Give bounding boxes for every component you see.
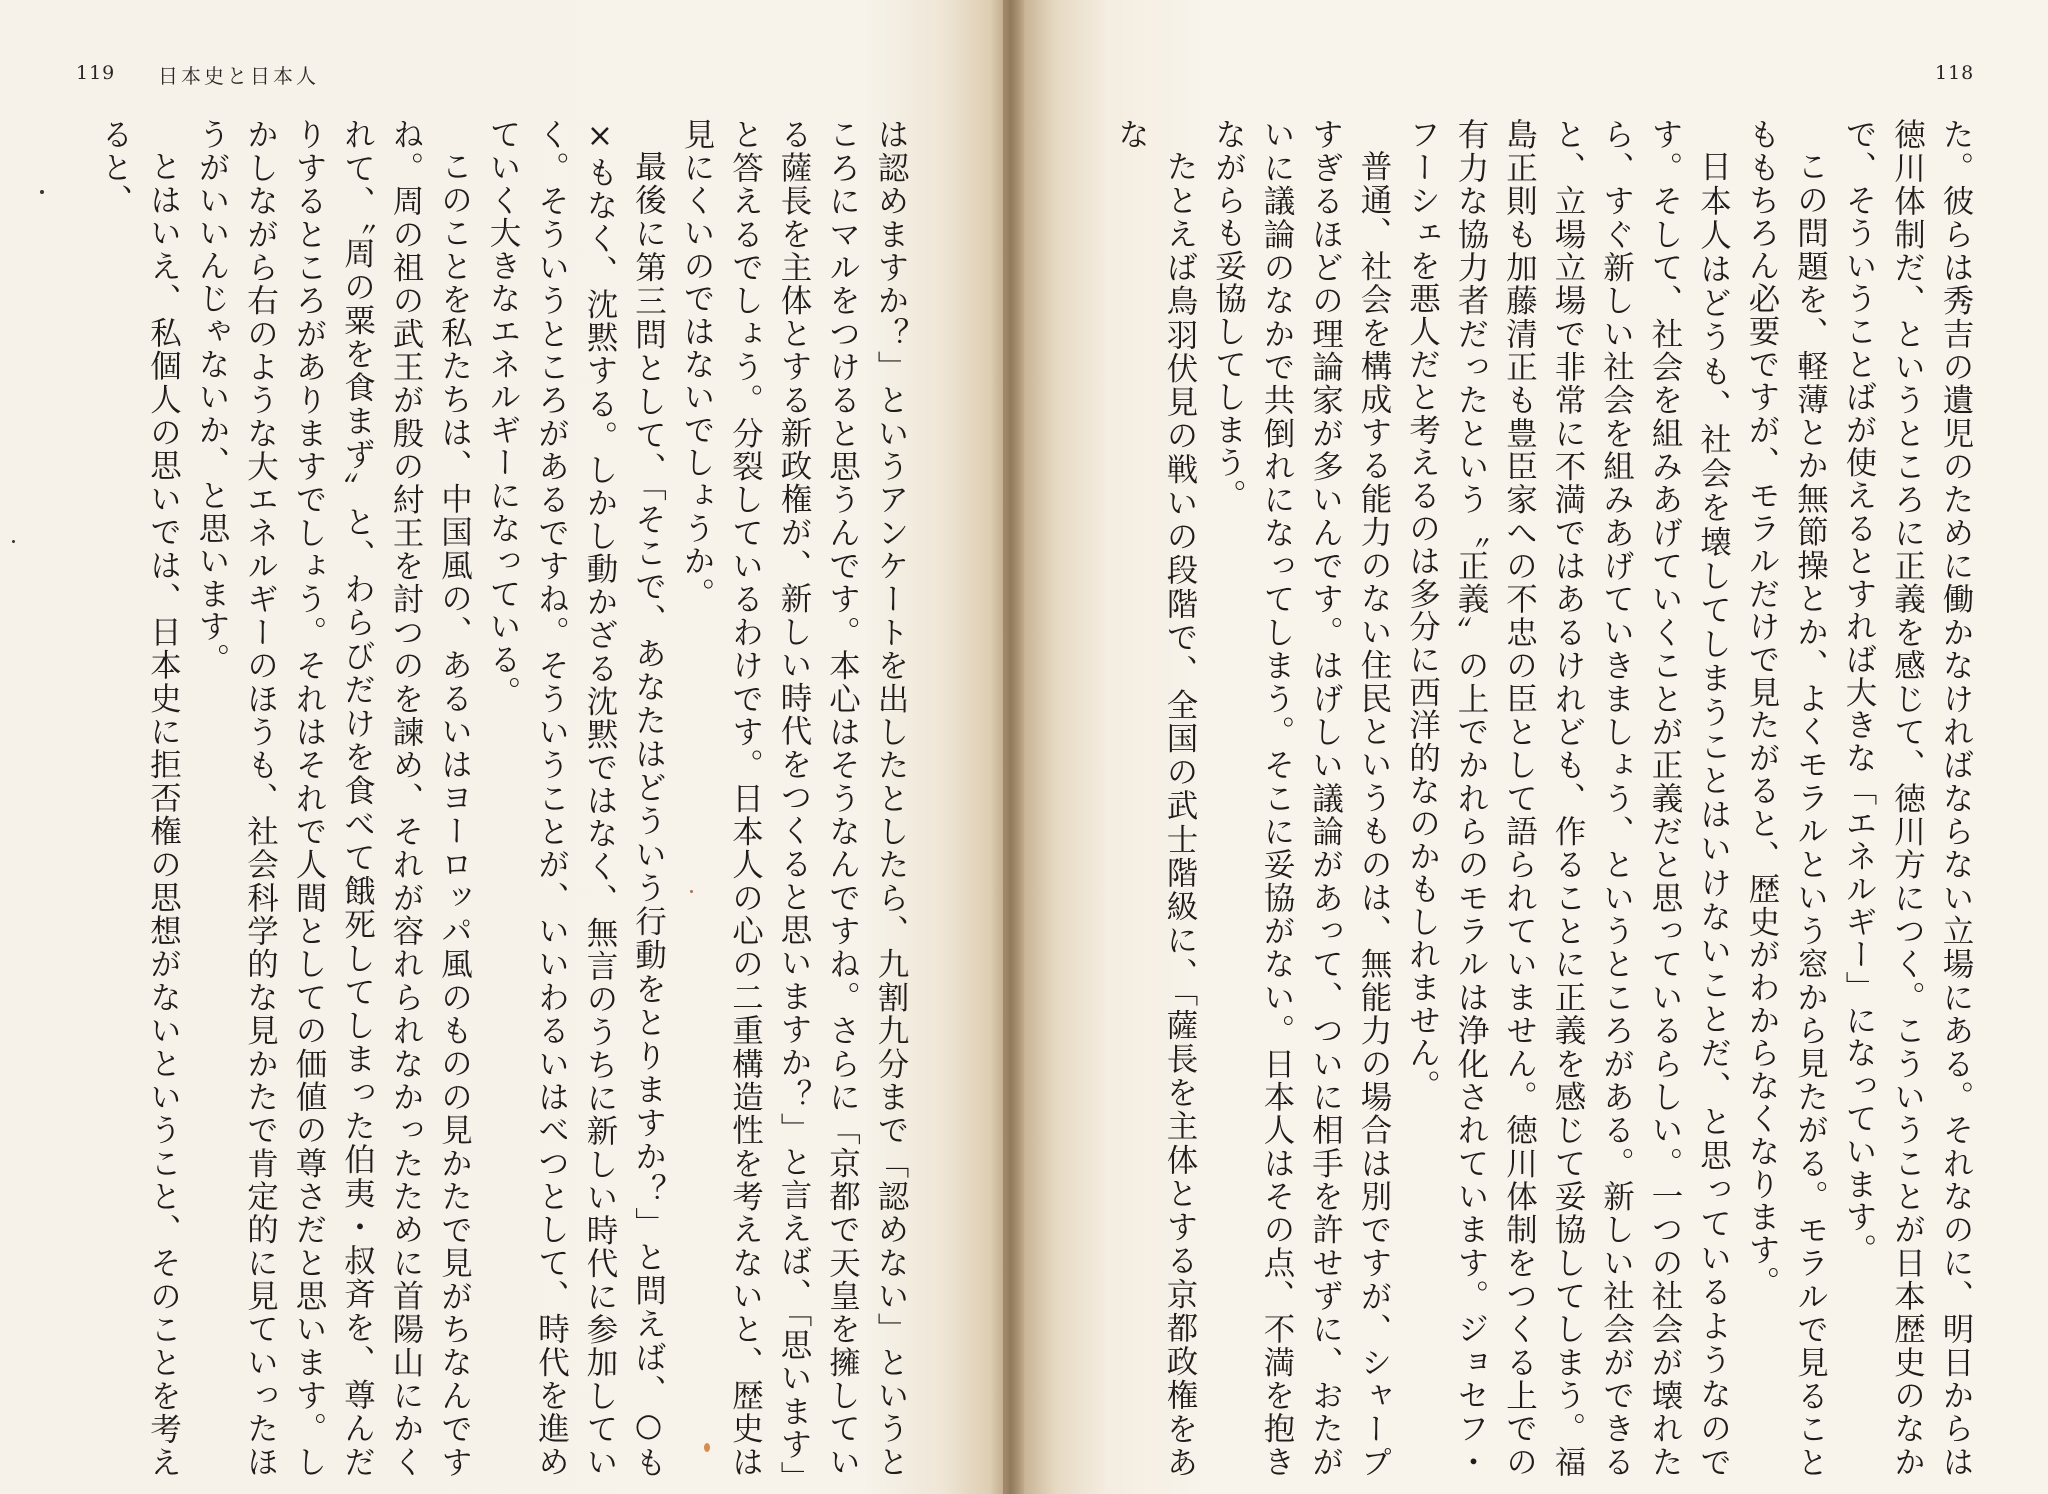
running-head: 日本史と日本人 (158, 64, 319, 88)
right-page (1003, 0, 2048, 1494)
book-gutter (990, 0, 1024, 1494)
paragraph: とはいえ、私個人の思いでは、日本史に拒否権の思想がないということ、そのことを考えると、 (97, 118, 182, 1478)
paragraph: 日本人はどうも、社会を壊してしまうことはいけないことだ、と思っているようなのです。そして、社会を組みあげていくことが正義だと思っているらしい。一つの社会が壊れたら、すぐ新しい社会を組みあげていきましょう、というところがある。新しい社会ができると、立場立場で非常に不満ではあるけれども、作ることに正義を感じて妥協してしまう。福島正則も加藤清正も豊臣家への不忠の臣として語られていません。徳川体制をつくる上での有力な協力者だったという〝正義〟の上でかれらのモラルは浄化されています。ジョセフ・フーシェを悪人だと考えるのは多分に西洋的なのかもしれません。 (1404, 118, 1732, 1478)
paragraph: た。彼らは秀吉の遺児のために働かなければならない立場にある。それなのに、明日からは徳川体制だ、というところに正義を感じて、徳川方につく。こういうことが日本歴史のなかで、そういうことばが使えるとすれば大きな「エネルギー」になっています。 (1841, 118, 1974, 1478)
paper-speck (690, 890, 693, 893)
right-page-body-text (1113, 118, 1980, 1478)
paragraph: は認めますか？」というアンケートを出したとしたら、九割九分まで「認めない」というところにマルをつけると思うんです。本心はそうなんですね。さらに「京都で天皇を擁している薩長を主体とする新政権が、新しい時代をつくると思いますか？」と言えば、「思います」と答えるでしょう。分裂しているわけです。日本人の心の二重構造性を考えないと、歴史は見にくいのではないでしょうか。 (679, 118, 909, 1478)
paragraph: この問題を、軽薄とか無節操とか、よくモラルという窓から見たがる。モラルで見ることももちろん必要ですが、モラルだけで見たがると、歴史がわからなくなります。 (1744, 118, 1829, 1478)
paragraph: 普通、社会を構成する能力のない住民というものは、無能力の場合は別ですが、シャープすぎるほどの理論家が多いんです。はげしい議論があって、ついに相手を許せずに、おたがいに議論のなかで共倒れになってしまう。そこに妥協がない。日本人はその点、不満を抱きながらも妥協してしまう。 (1210, 118, 1392, 1478)
paper-speck (704, 1443, 710, 1452)
paragraph: たとえば鳥羽伏見の戦いの段階で、全国の武士階級に、「薩長を主体とする京都政権をあな (1113, 118, 1198, 1478)
left-page-number: 119 (76, 62, 116, 84)
paper-speck (40, 190, 44, 194)
right-page-number: 118 (1935, 62, 1975, 84)
left-page (0, 0, 1003, 1494)
left-page-body-text (97, 118, 915, 1478)
paper-speck (12, 540, 15, 543)
paragraph: このことを私たちは、中国風の、あるいはヨーロッパ風のものの見かたで見がちなんですね。周の祖の武王が殷の紂王を討つのを諫め、それが容れられなかったために首陽山にかくれて、〝周の粟を食まず〟と、わらびだけを食べて餓死してしまった伯夷・叔斉を、尊んだりするところがありますでしょう。それはそれで人間としての価値の尊さだと思います。しかしながら右のような大エネルギーのほうも、社会科学的な見かたで肯定的に見ていったほうがいいんじゃないか、と思います。 (194, 118, 473, 1478)
paragraph: 最後に第三問として、「そこで、あなたはどういう行動をとりますか？」と問えば、○も×もなく、沈黙する。しかし動かざる沈黙ではなく、無言のうちに新しい時代に参加していく。そういうところがあるですね。そういうことが、いいわるいはべつとして、時代を進めていく大きなエネルギーになっている。 (485, 118, 667, 1478)
